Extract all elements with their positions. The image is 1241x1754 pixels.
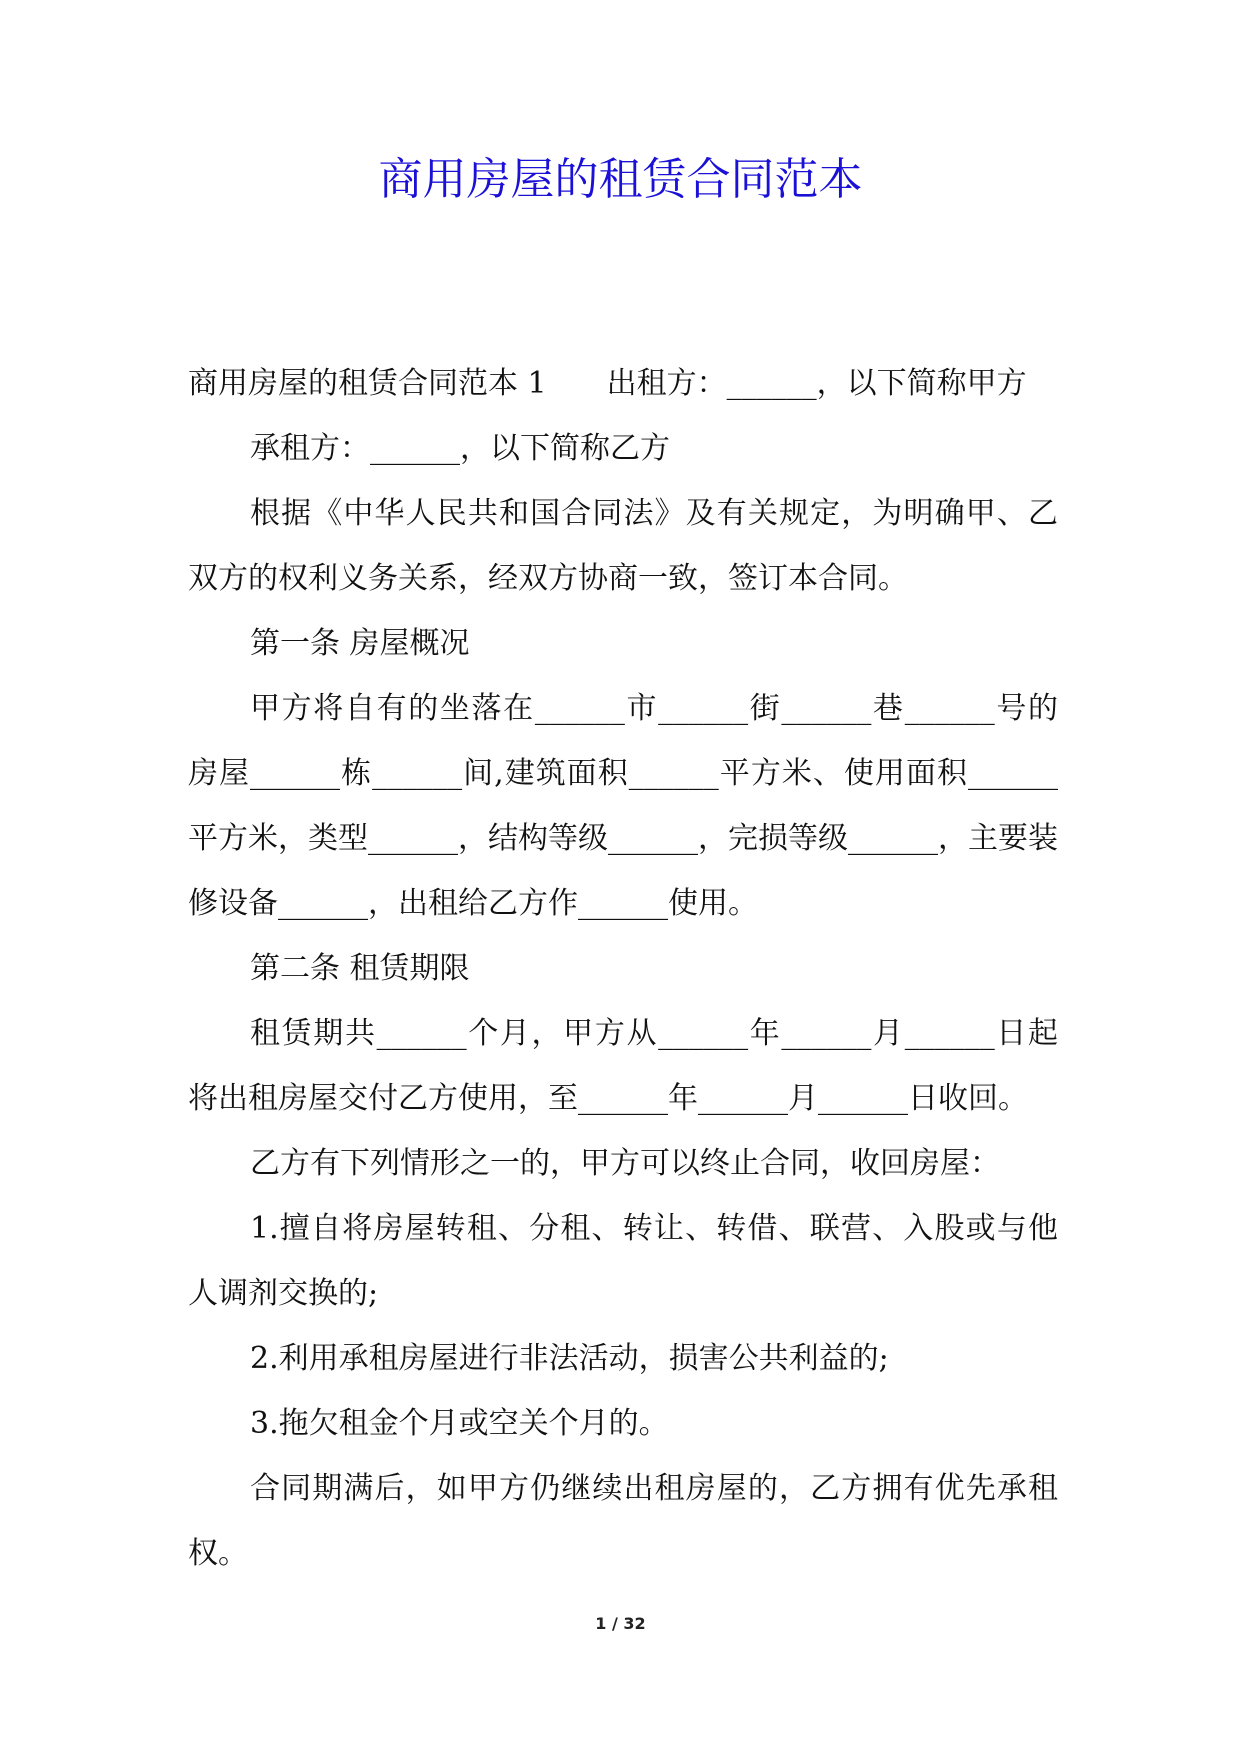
list-item-2: 2.利用承租房屋进行非法活动，损害公共利益的; [250, 1341, 889, 1376]
paragraph-intro: 商用房屋的租赁合同范本 1 出租方：______，以下简称甲方 [188, 366, 1027, 401]
paragraph-property: 甲方将自有的坐落在______市______街______巷______号的房屋______栋______间,建筑面积______平方米、使用面积______平方米，类型______，结构等级______，完损等级______，主要装修设备______，出租给乙方作______使用。 [188, 691, 1058, 921]
document-title: 商用房屋的租赁合同范本 [378, 154, 863, 205]
list-item-3: 3.拖欠租金个月或空关个月的。 [250, 1406, 669, 1441]
paragraph-termination: 乙方有下列情形之一的，甲方可以终止合同，收回房屋： [250, 1146, 1000, 1181]
page-number: 1 / 32 [595, 1614, 646, 1633]
paragraph-term: 租赁期共______个月，甲方从______年______月______日起将出租房屋交付乙方使用，至______年______月______日收回。 [188, 1016, 1058, 1116]
document-body [188, 351, 1058, 1586]
article-heading-1: 第一条 房屋概况 [250, 626, 470, 661]
article-heading-2: 第二条 租赁期限 [250, 951, 470, 986]
paragraph-renewal: 合同期满后，如甲方仍继续出租房屋的，乙方拥有优先承租权。 [188, 1471, 1058, 1571]
paragraph-basis: 根据《中华人民共和国合同法》及有关规定，为明确甲、乙双方的权利义务关系，经双方协商一致，签订本合同。 [188, 496, 1058, 596]
paragraph-lessee: 承租方：______，以下简称乙方 [250, 431, 670, 466]
list-item-1: 1.擅自将房屋转租、分租、转让、转借、联营、入股或与他人调剂交换的; [188, 1211, 1058, 1311]
